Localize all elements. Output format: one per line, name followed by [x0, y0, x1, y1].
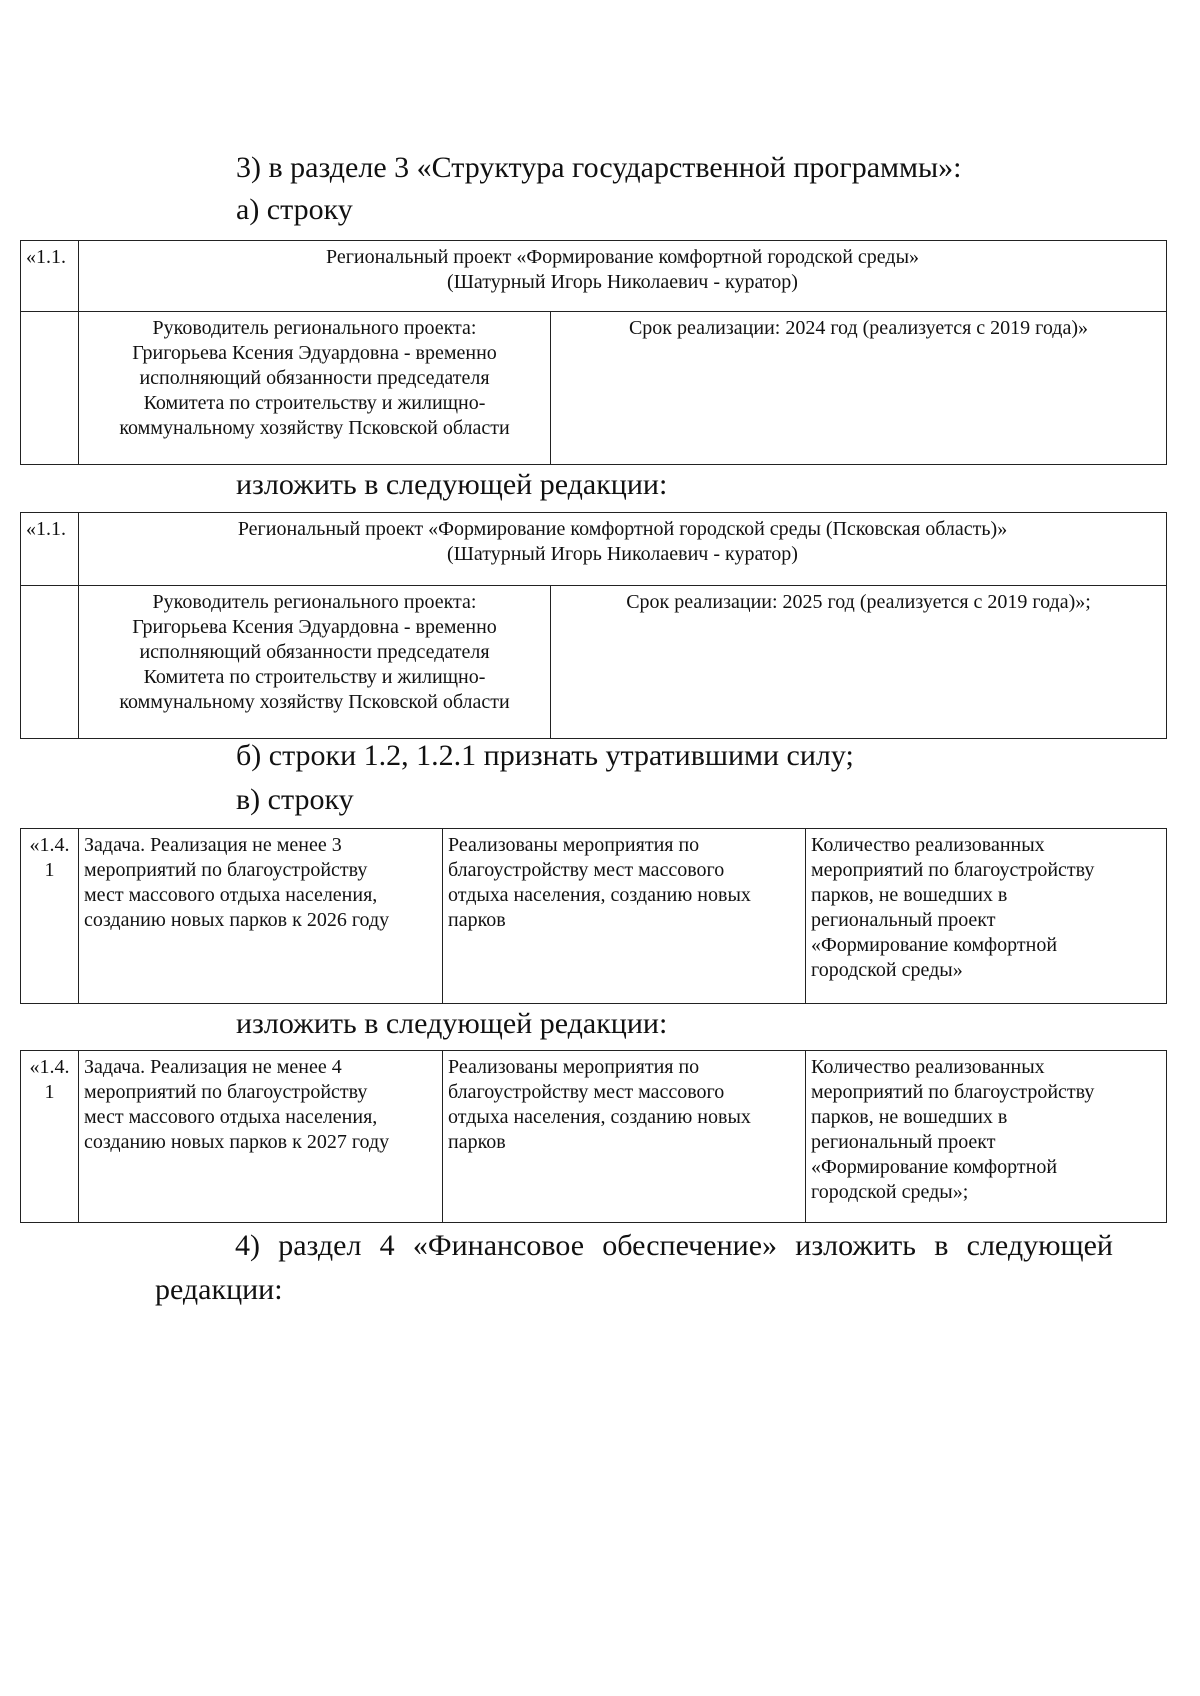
indicator-cell	[806, 1051, 1167, 1223]
row-number	[21, 829, 79, 1004]
result-line: благоустройству мест массового	[448, 1081, 725, 1103]
row-number-line: 1	[44, 859, 55, 881]
task-line: Задача. Реализация не менее 4	[84, 1056, 342, 1078]
leader-line: Комитета по строительству и жилищно-	[143, 666, 486, 688]
result-line: парков	[448, 1131, 506, 1153]
table-row-1-1-new	[20, 512, 1167, 739]
item-b-text: б) строки 1.2, 1.2.1 признать утратившими силу;	[236, 739, 854, 772]
leader-line: исполняющий обязанности председателя	[139, 641, 490, 663]
project-title-cell	[79, 513, 1167, 586]
task-line: Задача. Реализация не менее 3	[84, 834, 342, 856]
table-row-1-4-1-new	[20, 1050, 1167, 1223]
project-title: Региональный проект «Формирование комфортной городской среды»	[325, 246, 920, 268]
task-cell	[79, 1051, 443, 1223]
project-leader-cell	[79, 312, 551, 465]
result-line: Реализованы мероприятия по	[448, 1056, 700, 1078]
row-number-line: 1	[44, 1081, 55, 1103]
task-line: созданию новых парков к 2026 году	[84, 909, 390, 931]
restate-heading: изложить в следующей редакции:	[236, 468, 668, 501]
indicator-line: мероприятий по благоустройству	[811, 1081, 1095, 1103]
indicator-line: парков, не вошедших в	[811, 1106, 1008, 1128]
result-line: парков	[448, 909, 506, 931]
project-title: Региональный проект «Формирование комфортной городской среды (Псковская область)»	[237, 518, 1008, 540]
item-4-paragraph	[155, 1224, 1113, 1312]
empty-cell	[21, 312, 79, 465]
indicator-line: городской среды»	[811, 959, 963, 981]
project-curator: (Шатурный Игорь Николаевич - куратор)	[447, 543, 798, 565]
task-line: мест массового отдыха населения,	[84, 1106, 378, 1128]
indicator-line: парков, не вошедших в	[811, 884, 1008, 906]
item-v-label: в) строку	[236, 783, 354, 816]
leader-line: Григорьева Ксения Эдуардовна - временно	[132, 342, 497, 364]
project-title-cell	[79, 241, 1167, 312]
project-term-cell: Срок реализации: 2024 год (реализуется с 2019 года)»	[551, 312, 1167, 465]
restate-heading: изложить в следующей редакции:	[236, 1007, 668, 1040]
result-line: благоустройству мест массового	[448, 859, 725, 881]
leader-line: Комитета по строительству и жилищно-	[143, 392, 486, 414]
item-4-line: редакции:	[155, 1273, 283, 1306]
result-line: отдыха населения, созданию новых	[448, 884, 751, 906]
indicator-line: региональный проект	[811, 909, 996, 931]
indicator-line: городской среды»;	[811, 1181, 969, 1203]
row-number-line: «1.4.	[29, 1056, 70, 1078]
row-number: «1.1.	[21, 513, 79, 586]
empty-cell	[21, 586, 79, 739]
leader-line: Руководитель регионального проекта:	[152, 591, 477, 613]
leader-line: Руководитель регионального проекта:	[152, 317, 477, 339]
section-intro-line: 3) в разделе 3 «Структура государственной программы»:	[236, 151, 962, 184]
leader-line: коммунальному хозяйству Псковской области	[119, 417, 510, 439]
result-cell	[443, 1051, 806, 1223]
indicator-line: «Формирование комфортной	[811, 934, 1058, 956]
project-term-cell: Срок реализации: 2025 год (реализуется с 2019 года)»;	[551, 586, 1167, 739]
task-cell	[79, 829, 443, 1004]
table-row-1-4-1-old	[20, 828, 1167, 1004]
task-line: мероприятий по благоустройству	[84, 859, 368, 881]
indicator-line: Количество реализованных	[811, 1056, 1045, 1078]
leader-line: исполняющий обязанности председателя	[139, 367, 490, 389]
indicator-cell	[806, 829, 1167, 1004]
task-line: мероприятий по благоустройству	[84, 1081, 368, 1103]
task-line: созданию новых парков к 2027 году	[84, 1131, 390, 1153]
table-row-1-1-old	[20, 240, 1167, 465]
project-curator: (Шатурный Игорь Николаевич - куратор)	[447, 271, 798, 293]
result-line: отдыха населения, созданию новых	[448, 1106, 751, 1128]
task-line: мест массового отдыха населения,	[84, 884, 378, 906]
indicator-line: мероприятий по благоустройству	[811, 859, 1095, 881]
row-number	[21, 1051, 79, 1223]
leader-line: Григорьева Ксения Эдуардовна - временно	[132, 616, 497, 638]
indicator-line: Количество реализованных	[811, 834, 1045, 856]
project-leader-cell	[79, 586, 551, 739]
indicator-line: региональный проект	[811, 1131, 996, 1153]
item-a-label: а) строку	[236, 193, 353, 226]
row-number: «1.1.	[21, 241, 79, 312]
item-4-line: 4) раздел 4 «Финансовое обеспечение» изложить в следующей	[235, 1229, 1113, 1262]
result-cell	[443, 829, 806, 1004]
indicator-line: «Формирование комфортной	[811, 1156, 1058, 1178]
result-line: Реализованы мероприятия по	[448, 834, 700, 856]
leader-line: коммунальному хозяйству Псковской области	[119, 691, 510, 713]
row-number-line: «1.4.	[29, 834, 70, 856]
